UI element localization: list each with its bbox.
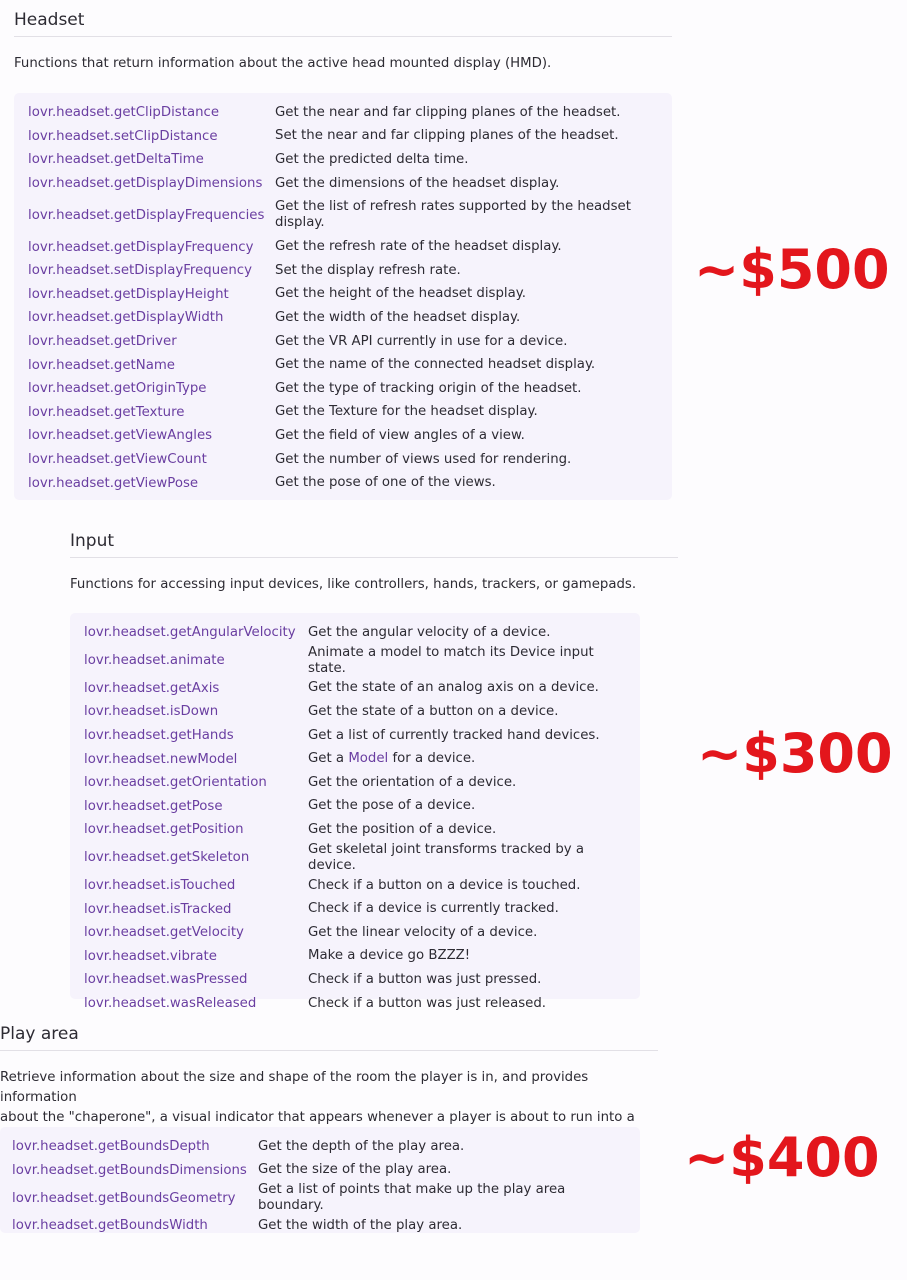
function-link[interactable]: lovr.headset.isTracked <box>84 901 232 917</box>
function-description: Get the dimensions of the headset display. <box>275 175 560 191</box>
function-description: Get the orientation of a device. <box>308 774 517 790</box>
table-row <box>70 897 640 921</box>
description-line-2: about the "chaperone", a visual indicator that appears whenever a player is about to run into a <box>0 1110 635 1125</box>
function-link[interactable]: lovr.headset.getDisplayHeight <box>28 286 229 302</box>
function-description: Get the width of the headset display. <box>275 309 521 325</box>
table-row <box>14 448 672 472</box>
description-line-1: Retrieve information about the size and shape of the room the player is in, and provides information <box>0 1070 589 1105</box>
table-row <box>14 377 672 401</box>
function-link[interactable]: lovr.headset.getDisplayFrequencies <box>28 207 265 223</box>
table-row <box>14 101 672 125</box>
function-table-playarea <box>0 1127 640 1233</box>
function-description: Get the state of a button on a device. <box>308 703 559 719</box>
function-link[interactable]: lovr.headset.getOriginType <box>28 381 207 397</box>
section-title-playarea: Play area <box>0 1024 658 1051</box>
table-row <box>0 1135 640 1159</box>
function-description: Get the field of view angles of a view. <box>275 427 525 443</box>
function-link[interactable]: lovr.headset.getOrientation <box>84 775 267 791</box>
headset-section <box>14 10 672 74</box>
function-description: Get the position of a device. <box>308 821 497 837</box>
table-row <box>14 195 672 235</box>
function-link[interactable]: lovr.headset.isTouched <box>84 878 236 894</box>
function-link[interactable]: lovr.headset.getAxis <box>84 680 220 696</box>
function-link[interactable]: lovr.headset.getDeltaTime <box>28 152 204 168</box>
function-link[interactable]: lovr.headset.setDisplayFrequency <box>28 263 252 279</box>
section-description-input: Functions for accessing input devices, like controllers, hands, trackers, or gamepads. <box>70 577 637 592</box>
table-row <box>14 306 672 330</box>
function-description: Get the type of tracking origin of the headset. <box>275 380 582 396</box>
function-description: Check if a button was just pressed. <box>308 971 542 987</box>
table-row <box>70 842 640 874</box>
function-description: Get the state of an analog axis on a device. <box>308 680 599 696</box>
function-link[interactable]: lovr.headset.getDisplayFrequency <box>28 239 254 255</box>
function-link[interactable]: lovr.headset.animate <box>84 653 225 669</box>
table-row <box>0 1214 640 1238</box>
function-description: Get the width of the play area. <box>258 1217 463 1233</box>
table-row <box>70 968 640 992</box>
function-description: Check if a button was just released. <box>308 995 547 1011</box>
function-link[interactable]: lovr.headset.setClipDistance <box>28 128 218 144</box>
table-row <box>14 259 672 283</box>
function-description: Make a device go BZZZ! <box>308 948 471 964</box>
table-row <box>14 330 672 354</box>
function-description: Get the pose of one of the views. <box>275 475 496 491</box>
function-link[interactable]: lovr.headset.vibrate <box>84 948 217 964</box>
function-link[interactable]: lovr.headset.getName <box>28 357 175 373</box>
function-description: Get the predicted delta time. <box>275 151 469 167</box>
table-row <box>14 125 672 149</box>
table-row <box>70 818 640 842</box>
function-link[interactable]: lovr.headset.getTexture <box>28 404 185 420</box>
table-row <box>70 795 640 819</box>
table-row <box>14 148 672 172</box>
function-description: Get the depth of the play area. <box>258 1138 465 1154</box>
function-link[interactable]: lovr.headset.getViewCount <box>28 452 207 468</box>
description-text: Get a <box>308 751 349 767</box>
function-description: Get the size of the play area. <box>258 1162 452 1178</box>
function-description: Get the height of the headset display. <box>275 286 526 302</box>
function-link[interactable]: lovr.headset.getHands <box>84 728 234 744</box>
function-description: Get the list of refresh rates supported by the headset display. <box>275 199 631 231</box>
function-link[interactable]: lovr.headset.getDriver <box>28 334 177 350</box>
model-link[interactable]: Model <box>348 751 389 767</box>
table-row <box>70 945 640 969</box>
function-link[interactable]: lovr.headset.newModel <box>84 751 238 767</box>
function-description: Animate a model to match its Device input state. <box>308 644 594 676</box>
function-link[interactable]: lovr.headset.getPosition <box>84 822 244 838</box>
function-description: Get the near and far clipping planes of the headset. <box>275 104 621 120</box>
table-row <box>70 724 640 748</box>
table-row <box>70 700 640 724</box>
function-link[interactable]: lovr.headset.wasReleased <box>84 996 257 1012</box>
function-description: Get the number of views used for rendering. <box>275 451 572 467</box>
table-row <box>70 747 640 771</box>
function-link[interactable]: lovr.headset.getDisplayDimensions <box>28 176 263 192</box>
table-row <box>70 921 640 945</box>
function-link[interactable]: lovr.headset.getPose <box>84 798 223 814</box>
table-row <box>14 401 672 425</box>
function-description: Get the angular velocity of a device. <box>308 624 551 640</box>
price-annotation-playarea: ~$400 <box>684 1126 880 1189</box>
function-link[interactable]: lovr.headset.getDisplayWidth <box>28 310 224 326</box>
function-description: Get the VR API currently in use for a device. <box>275 333 568 349</box>
function-table-headset <box>14 93 672 500</box>
function-link[interactable]: lovr.headset.getBoundsDepth <box>12 1139 210 1155</box>
function-description: Get skeletal joint transforms tracked by a device. <box>308 841 585 873</box>
table-row <box>14 235 672 259</box>
function-description: Get the Texture for the headset display. <box>275 404 538 420</box>
function-link[interactable]: lovr.headset.getSkeleton <box>84 850 250 866</box>
function-link[interactable]: lovr.headset.getViewPose <box>28 475 199 491</box>
function-description: Get the name of the connected headset display. <box>275 357 596 373</box>
price-annotation-headset: ~$500 <box>694 238 890 301</box>
function-link[interactable]: lovr.headset.getAngularVelocity <box>84 625 296 641</box>
function-link[interactable]: lovr.headset.isDown <box>84 704 219 720</box>
table-row <box>14 353 672 377</box>
function-link[interactable]: lovr.headset.getClipDistance <box>28 105 220 121</box>
section-title-headset: Headset <box>14 10 672 37</box>
function-link[interactable]: lovr.headset.wasPressed <box>84 972 248 988</box>
function-link[interactable]: lovr.headset.getBoundsDimensions <box>12 1162 247 1178</box>
function-description: Check if a button on a device is touched. <box>308 877 581 893</box>
function-description <box>308 751 626 767</box>
section-description-headset: Functions that return information about the active head mounted display (HMD). <box>14 56 552 71</box>
input-section <box>70 531 678 595</box>
section-title-input: Input <box>70 531 678 558</box>
table-row <box>70 621 640 645</box>
function-description: Set the near and far clipping planes of the headset. <box>275 128 619 144</box>
table-row <box>14 283 672 307</box>
table-row <box>70 992 640 1016</box>
table-row <box>70 771 640 795</box>
table-row <box>70 677 640 701</box>
description-text: for a device. <box>388 751 476 767</box>
table-row <box>0 1159 640 1183</box>
function-description: Get a list of currently tracked hand devices. <box>308 727 600 743</box>
function-link[interactable]: lovr.headset.getViewAngles <box>28 428 213 444</box>
function-description: Get the pose of a device. <box>308 798 476 814</box>
function-description: Get a list of points that make up the play area boundary. <box>258 1182 566 1214</box>
table-row <box>0 1182 640 1214</box>
function-description: Check if a device is currently tracked. <box>308 901 559 917</box>
function-link[interactable]: lovr.headset.getBoundsGeometry <box>12 1190 236 1206</box>
function-description: Set the display refresh rate. <box>275 262 461 278</box>
function-table-input <box>70 613 640 1012</box>
function-link[interactable]: lovr.headset.getBoundsWidth <box>12 1218 208 1234</box>
price-annotation-input: ~$300 <box>697 722 893 785</box>
table-row <box>14 424 672 448</box>
function-link[interactable]: lovr.headset.getVelocity <box>84 925 244 941</box>
table-row <box>14 172 672 196</box>
function-description: Get the linear velocity of a device. <box>308 924 538 940</box>
function-description: Get the refresh rate of the headset display. <box>275 239 562 255</box>
table-row <box>14 471 672 495</box>
table-row <box>70 645 640 677</box>
table-row <box>70 874 640 898</box>
